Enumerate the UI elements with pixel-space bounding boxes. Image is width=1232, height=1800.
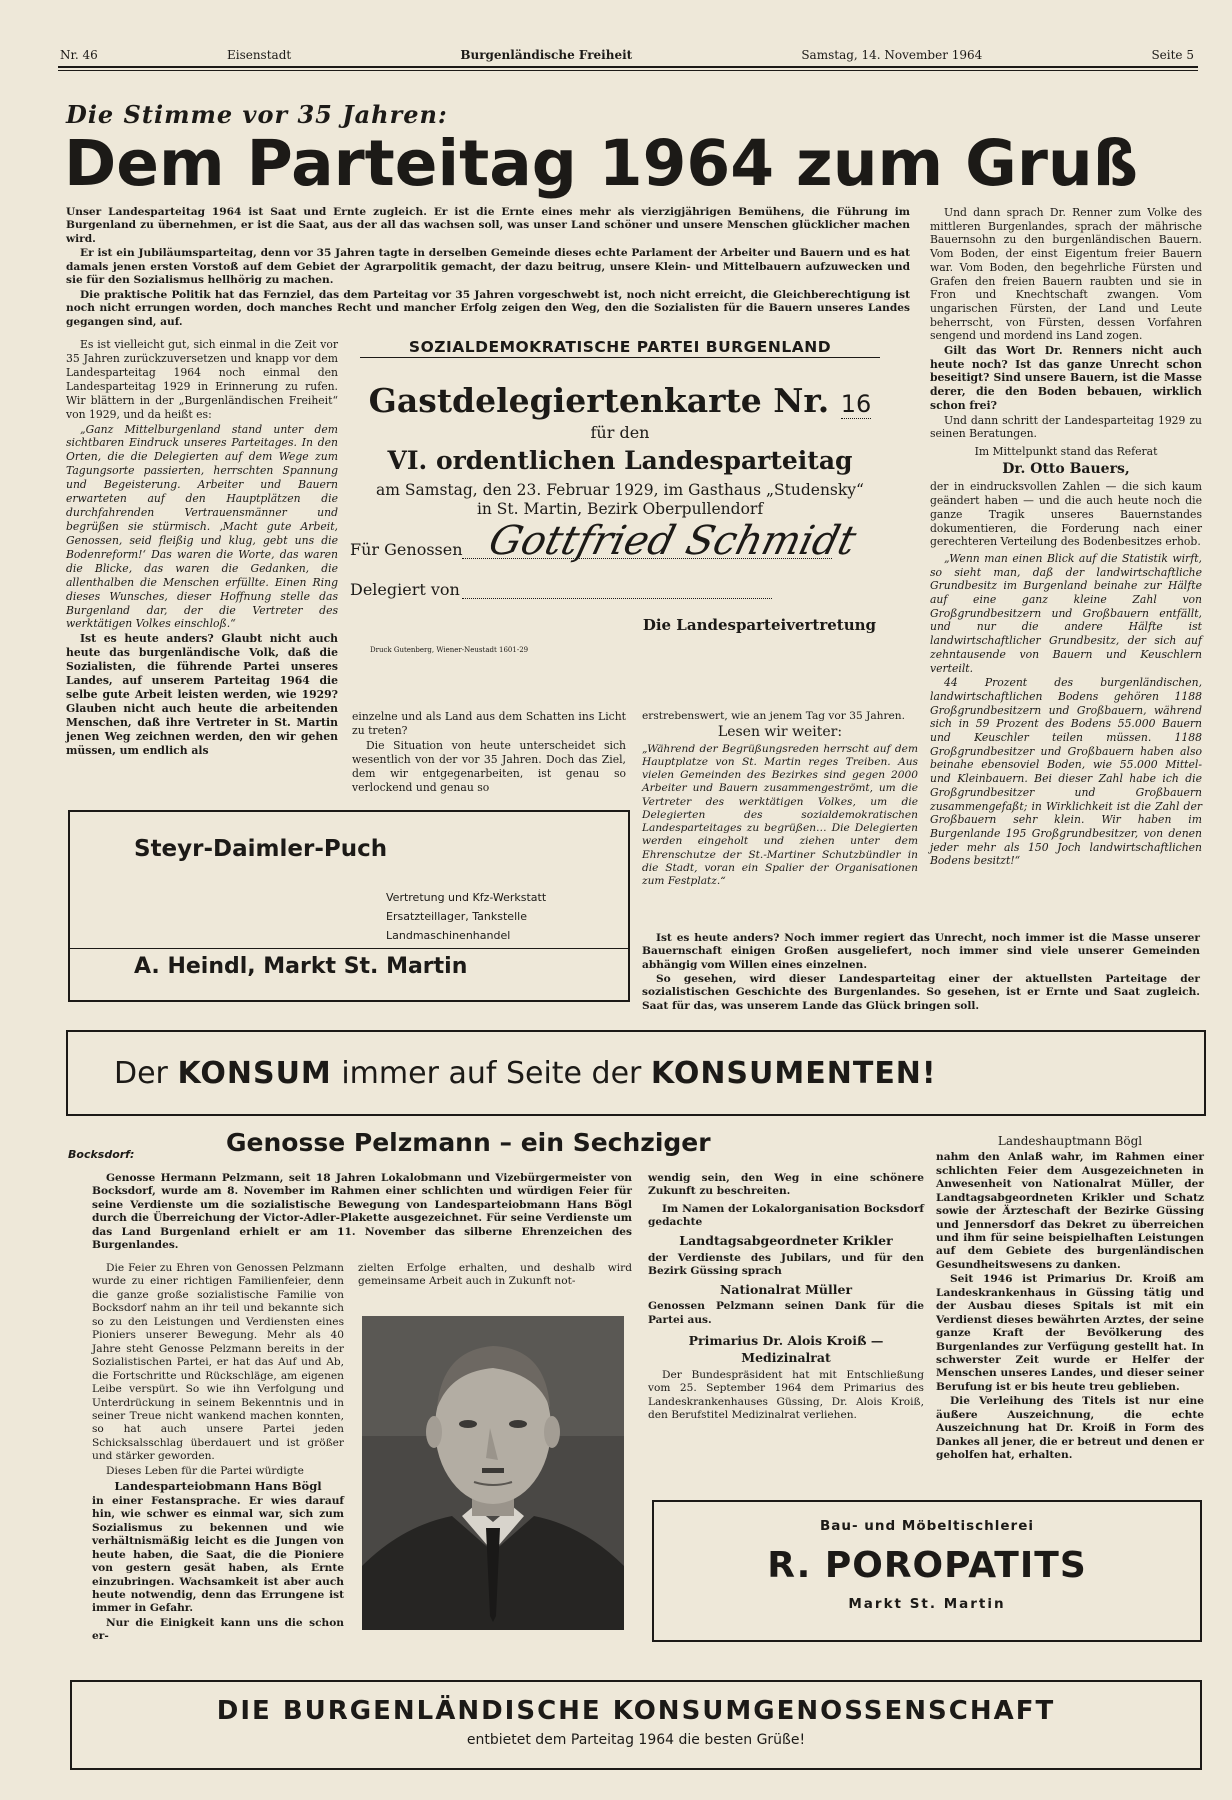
header-page: Seite 5 — [1151, 48, 1194, 62]
intro-paragraph: Unser Landesparteitag 1964 ist Saat und Ernte zugleich. Er ist die Ernte eines mehr als vierzigjährigen Bemühens, die Führung im Burgenland zu übernehmen, er ist die Saat, aus der all das wachsen soll, was unser Land schöner und unsere Menschen glücklicher machen wird. — [66, 206, 910, 245]
kicker: Die Stimme vor 35 Jahren: — [66, 100, 448, 129]
article2-para: Die Verleihung des Titels ist nur eine äußere Auszeichnung, die echte Auszeichnung hat Dr. Kroiß in Form des Dankes all jener, die er betreut und denen er geholfen hat, erhalten. — [936, 1395, 1204, 1462]
article2-headline: Genosse Pelzmann – ein Sechziger — [226, 1128, 711, 1157]
article2-para: in einer Festansprache. Er wies darauf hin, wie schwer es einmal war, sich zum Sozialismus zu bekennen und wie verhältnismäßig leicht es die Jungen von heute haben, die Saat, die die Pioniere von gestern gesät haben, als Ernte einzubringen. Wachsamkeit ist aber auch heute notwendig, denn das Errungene ist immer in Gefahr. — [92, 1494, 344, 1615]
ad-konsumgenossenschaft — [70, 1680, 1202, 1770]
card-event: VI. ordentlichen Landesparteitag — [387, 446, 853, 475]
ad-poropatits-name: R. POROPATITS — [767, 1545, 1087, 1586]
lead-col1 — [66, 338, 338, 759]
article2-subhead: Nationalrat Müller — [719, 1281, 853, 1297]
col3-quote: „Während der Begrüßungsreden herrscht auf dem Hauptplatze von St. Martin reges Treiben. Aus vielen Gemeinden des Bezirkes sind gegen 2000 Arbeiter und Bauern zusammengeströmt, um die Vertreter des werktätigen Volkes, um die Delegierten des sozialdemokratischen Landesparteitages zu begrüßen… Die Delegierten werden eingeholt und ziehen unter dem Ehrenschutze der St.-Martiner Schutzbündler in die Stadt, voran ein Spalier der Organisationen zum Festplatz.“ — [642, 742, 918, 888]
col1-para: Es ist vielleicht gut, sich einmal in die Zeit vor 35 Jahren zurückzuversetzen und knapp vor dem Landesparteitag 1964 noch einmal den Landesparteitag 1929 in Erinnerung zu rufen. Wir blättern in der „Burgenländischen Freiheit“ von 1929, und da heißt es: — [66, 338, 338, 421]
col1-question: Ist es heute anders? Glaubt nicht auch heute das burgenländische Volk, daß die Sozialisten, die führende Partei unseres Landes, auf unserem Parteitag 1964 die selbe gute Arbeit leisten werden, wie 1929? Glauben nicht auch heute die arbeitenden Menschen, daß ihre Vertreter in St. Martin jenen Weg zeichnen werden, den wir gehen müssen, um endlich als — [66, 632, 338, 757]
article2-para: Genossen Pelzmann seinen Dank für die Partei aus. — [648, 1300, 924, 1326]
article2-para: Nur die Einigkeit kann uns die schon er- — [92, 1616, 344, 1643]
ad-steyr-line: Landmaschinenhandel — [386, 929, 511, 942]
ad-steyr-daimler-puch — [68, 810, 630, 1002]
card-line1: am Samstag, den 23. Februar 1929, im Gasthaus „Studensky“ — [376, 481, 864, 499]
col2-para: Die Situation von heute unterscheidet sich wesentlich von der vor 35 Jahren. Doch das Ziel, dem wir entgegenarbeiten, ist genau so verlockend und genau so — [352, 738, 626, 794]
header-place: Eisenstadt — [226, 48, 292, 62]
article2-subhead: Landtagsabgeordneter Krikler — [679, 1232, 893, 1248]
article2-col1 — [92, 1262, 344, 1645]
lead-conclusion — [642, 932, 1200, 1014]
card-printer: Druck Gutenberg, Wiener-Neustadt 1601-29 — [370, 646, 529, 654]
card-for-row — [350, 518, 890, 568]
konsum-word: immer auf Seite der — [341, 1055, 642, 1091]
lead-intro — [66, 206, 910, 330]
card-title: Gastdelegiertenkarte Nr. — [368, 381, 830, 420]
ad-steyr-dealer: A. Heindl, Markt St. Martin — [134, 954, 468, 979]
ad-steyr-line: Vertretung und Kfz-Werkstatt — [386, 891, 547, 904]
article2-subhead: Landeshauptmann Bögl — [997, 1134, 1143, 1148]
conclusion-para: Ist es heute anders? Noch immer regiert das Unrecht, noch immer ist die Masse unserer Bauernschaft einigen Großen ausgeliefert, noch immer sind viele unserer Gemeinden abhängig vom Willen eines einzelnen. — [642, 932, 1200, 971]
col4-quote: „Wenn man einen Blick auf die Statistik wirft, so sieht man, daß der landwirtschaftliche Grundbesitz im Burgenland beinahe zur Hälfte auf eine ganz kleine Zahl von Großgrundbesitzern und Großbauern entfällt, und nur die andere Hälfte ist landwirtschaftlicher Grundbesitz, der sich auf zehntausende von Bauern und Keuschlern verteilt. — [930, 551, 1202, 675]
article2-subhead: Primarius Dr. Alois Kroiß — Medizinalrat — [688, 1333, 884, 1365]
card-signature: Gottfried Schmidt — [484, 518, 861, 564]
article2-para: Dieses Leben für die Partei würdigte — [106, 1464, 304, 1477]
card-for-label: Für Genossen — [350, 540, 463, 559]
col4-para: Im Mittelpunkt stand das Referat — [974, 444, 1158, 458]
article2-intro-para: Genosse Hermann Pelzmann, seit 18 Jahren Lokalobmann und Vizebürgermeister von Bocksdorf, wurde am 8. November im Rahmen einer schlichten und würdigen Feier für seine Verdienste um die sozialistische Bewegung von Landesparteiobmann Hans Bögl durch die Überreichung der Victor-Adler-Plakette ausgezeichnet. Für seine Verdienste um das Land Burgenland erhielt er am 11. November das silberne Ehrenzeichen des Burgenlandes. — [92, 1172, 632, 1252]
header-rule-thin — [58, 70, 1198, 71]
card-title-row — [350, 382, 890, 423]
issue-number: Nr. 46 — [60, 48, 98, 62]
lead-headline: Dem Parteitag 1964 zum Gruß — [64, 127, 1139, 200]
portrait-photo — [362, 1316, 624, 1630]
konsum-word: Der — [114, 1055, 168, 1091]
article2-col4 — [936, 1134, 1204, 1464]
article2-para: Der Bundespräsident hat mit Entschließung vom 25. September 1964 dem Primarius des Landeskrankenhauses Güssing, Dr. Alois Kroiß, den Berufstitel Medizinalrat verliehen. — [648, 1368, 924, 1422]
card-delegated-row — [350, 580, 890, 604]
article2-col2 — [358, 1262, 632, 1290]
card-fuer: für den — [590, 423, 650, 442]
article2-para: nahm den Anlaß wahr, im Rahmen einer schlichten Feier dem Ausgezeichneten in Anwesenheit von Nationalrat Müller, der Landtagsabgeordneten Krikler und Schatz sowie der Ärzteschaft der Bezirke Güssing und Jennersdorf das Dekret zu überreichen und ihm für seine beispielhaften Leistungen auf dem Gebiete des burgenländischen Gesundheitswesens zu danken. — [936, 1151, 1204, 1271]
ad-steyr-brand: Steyr-Daimler-Puch — [134, 836, 388, 862]
ad-poropatits — [652, 1500, 1202, 1642]
card-delegated-line — [462, 598, 772, 599]
lead-col2 — [352, 710, 626, 796]
konsum-word: KONSUMENTEN! — [650, 1055, 937, 1091]
header-rule — [58, 66, 1198, 68]
col4-name: Dr. Otto Bauers, — [1002, 460, 1130, 477]
card-delegated-label: Delegiert von — [350, 580, 460, 599]
konsumgen-sub: entbietet dem Parteitag 1964 die besten Grüße! — [466, 1732, 806, 1748]
lesen-heading: Lesen wir weiter: — [717, 724, 843, 741]
konsumgen-title: DIE BURGENLÄNDISCHE KONSUMGENOSSENSCHAFT — [216, 1696, 1056, 1726]
ad-steyr-line: Ersatzteillager, Tankstelle — [386, 910, 527, 923]
portrait-man-icon — [362, 1316, 624, 1630]
ad-steyr-rule — [70, 948, 628, 949]
col4-para: Und dann sprach Dr. Renner zum Volke des mittleren Burgenlandes, sprach der mährische Bauernsohn zu den burgenländischen Bauern. Vom Boden, der einst Eigentum freier Bauern war. Vom Boden, den begehrliche Fürsten und Grafen den freien Bauern raubten und sie in Fron und Knechtschaft zwangen. Vom ungarischen Fürsten, der Land und Leute beherrscht, von Fürsten, dessen Vorfahren sengend und mordend ins Land zogen. — [930, 206, 1202, 343]
col4-question: Gilt das Wort Dr. Renners nicht auch heute noch? Ist das ganze Unrecht schon beseitigt? Sind unsere Bauern, ist die Masse derer, die den Boden bebauen, wirklich schon frei? — [930, 344, 1202, 412]
conclusion-para: So gesehen, wird dieser Landesparteitag einer der aktuellsten Parteitage der sozialistischen Geschichte des Burgenlandes. So gesehen, ist er Ernte und Saat zugleich. Saat für das, was unserem Lande das Glück bringen soll. — [642, 973, 1200, 1012]
col1-quote: „Ganz Mittelburgenland stand unter dem sichtbaren Eindruck unseres Parteitages. In den Orten, die die Delegierten auf dem Wege zum Tagungsorte passierten, herrschten Spannung und Begeisterung. Arbeiter und Bauern erwarteten auf den Hauptplätzen die durchfahrenden Vertrauensmänner und begrüßen sie stürmisch. ‚Macht gute Arbeit, Genossen, seid fleißig und klug, gebt uns die Bodenreform!‘ Das waren die Worte, das waren die Blicke, das waren die Gedanken, die allenthalben die Menschen erfüllte. Einen Ring dieses Wunsches, dieser Hoffnung stelle das Burgenland dar, der die Vertreter des werktätigen Volkes einschloß.“ — [66, 422, 338, 631]
article2-para: wendig sein, den Weg in eine schönere Zukunft zu beschreiten. — [648, 1172, 924, 1198]
lead-col4 — [930, 206, 1202, 869]
article2-para: zielten Erfolge erhalten, und deshalb wird gemeinsame Arbeit auch in Zukunft not- — [358, 1262, 632, 1288]
card-party: SOZIALDEMOKRATISCHE PARTEI BURGENLAND — [360, 338, 880, 358]
col4-quote: 44 Prozent des burgenländischen, landwirtschaftlichen Bodens gehören 1188 Großgrundbesitzern und Großbauern, während sich in 59 Prozent des Bodens 55.000 Bauern und Keuschler teilen müssen. 1188 Großgrundbesitzer und Großbauern haben also beinahe ebensoviel Boden, wie 55.000 Mittel- und Kleinbauern. Bei dieser Zahl habe ich die Großgrundbesitzer und Großbauern zusammengefaßt; in Wirklichkeit ist die Zahl der Großbauern sehr klein. Wir haben im Burgenlande 195 Großgrundbesitzer, von denen jeder mehr als 150 Joch landwirtschaftlichen Bodens besitzt!“ — [930, 676, 1202, 868]
page-header — [60, 48, 1194, 62]
konsum-word: KONSUM — [177, 1055, 332, 1091]
lead-col3 — [642, 710, 918, 889]
delegate-card — [350, 338, 890, 698]
card-number: 16 — [840, 390, 872, 418]
article2-intro — [92, 1172, 632, 1254]
col4-para: Und dann schritt der Landesparteitag 1929 zu seinen Beratungen. — [930, 413, 1202, 441]
card-issuer: Die Landesparteivertretung — [642, 616, 876, 634]
article2-place: Bocksdorf: — [68, 1148, 135, 1161]
article2-subhead: Landesparteiobmann Hans Bögl — [114, 1479, 322, 1494]
article2-para: der Verdienste des Jubilars, und für den Bezirk Güssing sprach — [648, 1251, 924, 1278]
ad-poropatits-line1: Bau- und Möbeltischlerei — [819, 1518, 1034, 1534]
article2-col3 — [648, 1172, 924, 1424]
ad-poropatits-line2: Markt St. Martin — [848, 1596, 1006, 1612]
article2-para: Seit 1946 ist Primarius Dr. Kroiß am Landeskrankenhaus in Güssing tätig und der Ausbau dieses Spitals ist mit ein Verdienst dieses bewährten Arztes, der seine ganze Kraft der Bevölkerung des Burgenlandes zur Verfügung gestellt hat. In schwerster Zeit wurde er Helfer der Menschen unseres Landes, und dieser seiner Berufung ist er bis heute treu geblieben. — [936, 1273, 1204, 1393]
intro-paragraph: Er ist ein Jubiläumsparteitag, denn vor 35 Jahren tagte in derselben Gemeinde dieses echte Parlament der Arbeiter und Bauern und es hat damals jenen ersten Vorstoß auf dem Gebiet der Agrarpolitik gemacht, der dazu beitrug, unsere Klein- und Mittelbauern aufzuwecken und sie für den Sozialismus hellhörig zu machen. — [66, 247, 910, 287]
article2-para: Im Namen der Lokalorganisation Bocksdorf gedachte — [648, 1202, 924, 1229]
header-date: Samstag, 14. November 1964 — [801, 48, 983, 62]
col4-para: der in eindrucksvollen Zahlen — die sich kaum geändert haben — und die auch heute noch die ganze Tragik unseres Bauernstandes dokumentieren, die Forderung nach einer gerechteren Verteilung des Bodenbesitzes erhob. — [930, 480, 1202, 549]
ad-steyr-services — [386, 888, 546, 945]
article2-para: Die Feier zu Ehren von Genossen Pelzmann wurde zu einer richtigen Familienfeier, denn die ganze große sozialistische Familie von Bocksdorf nahm an ihr teil und bekannte sich so zu den Leistungen und Verdiensten eines Pioniers unserer Bewegung. Mehr als 40 Jahre steht Genosse Pelzmann bereits in der Sozialistischen Partei, er hat das Auf und Ab, die Fortschritte und Rückschläge, am eigenen Leibe verspürt. So wie ihn Verfolgung und Unterdrückung in seinem Bekenntnis und in seiner Treue nicht wankend machen konnten, so hat auch unsere Partei jeden Schicksalsschlag überdauert und ist größer und stärker geworden. — [92, 1262, 344, 1463]
header-paper: Burgenländische Freiheit — [460, 48, 633, 62]
col3-para: erstrebenswert, wie an jenem Tag vor 35 Jahren. — [642, 710, 905, 722]
ad-konsum-banner — [66, 1030, 1206, 1116]
card-line2: in St. Martin, Bezirk Oberpullendorf — [476, 500, 764, 518]
col2-para: einzelne und als Land aus dem Schatten ins Licht zu treten? — [352, 710, 626, 737]
intro-paragraph: Die praktische Politik hat das Fernziel, das dem Parteitag vor 35 Jahren vorgeschwebt ist, noch nicht erreicht, die Gleichberechtigung ist noch nicht errungen worden, doch manches Recht und mancher Erfolg zeigen den Weg, den die Sozialisten für die Bauern unseres Landes gegangen sind, auf. — [66, 288, 910, 328]
